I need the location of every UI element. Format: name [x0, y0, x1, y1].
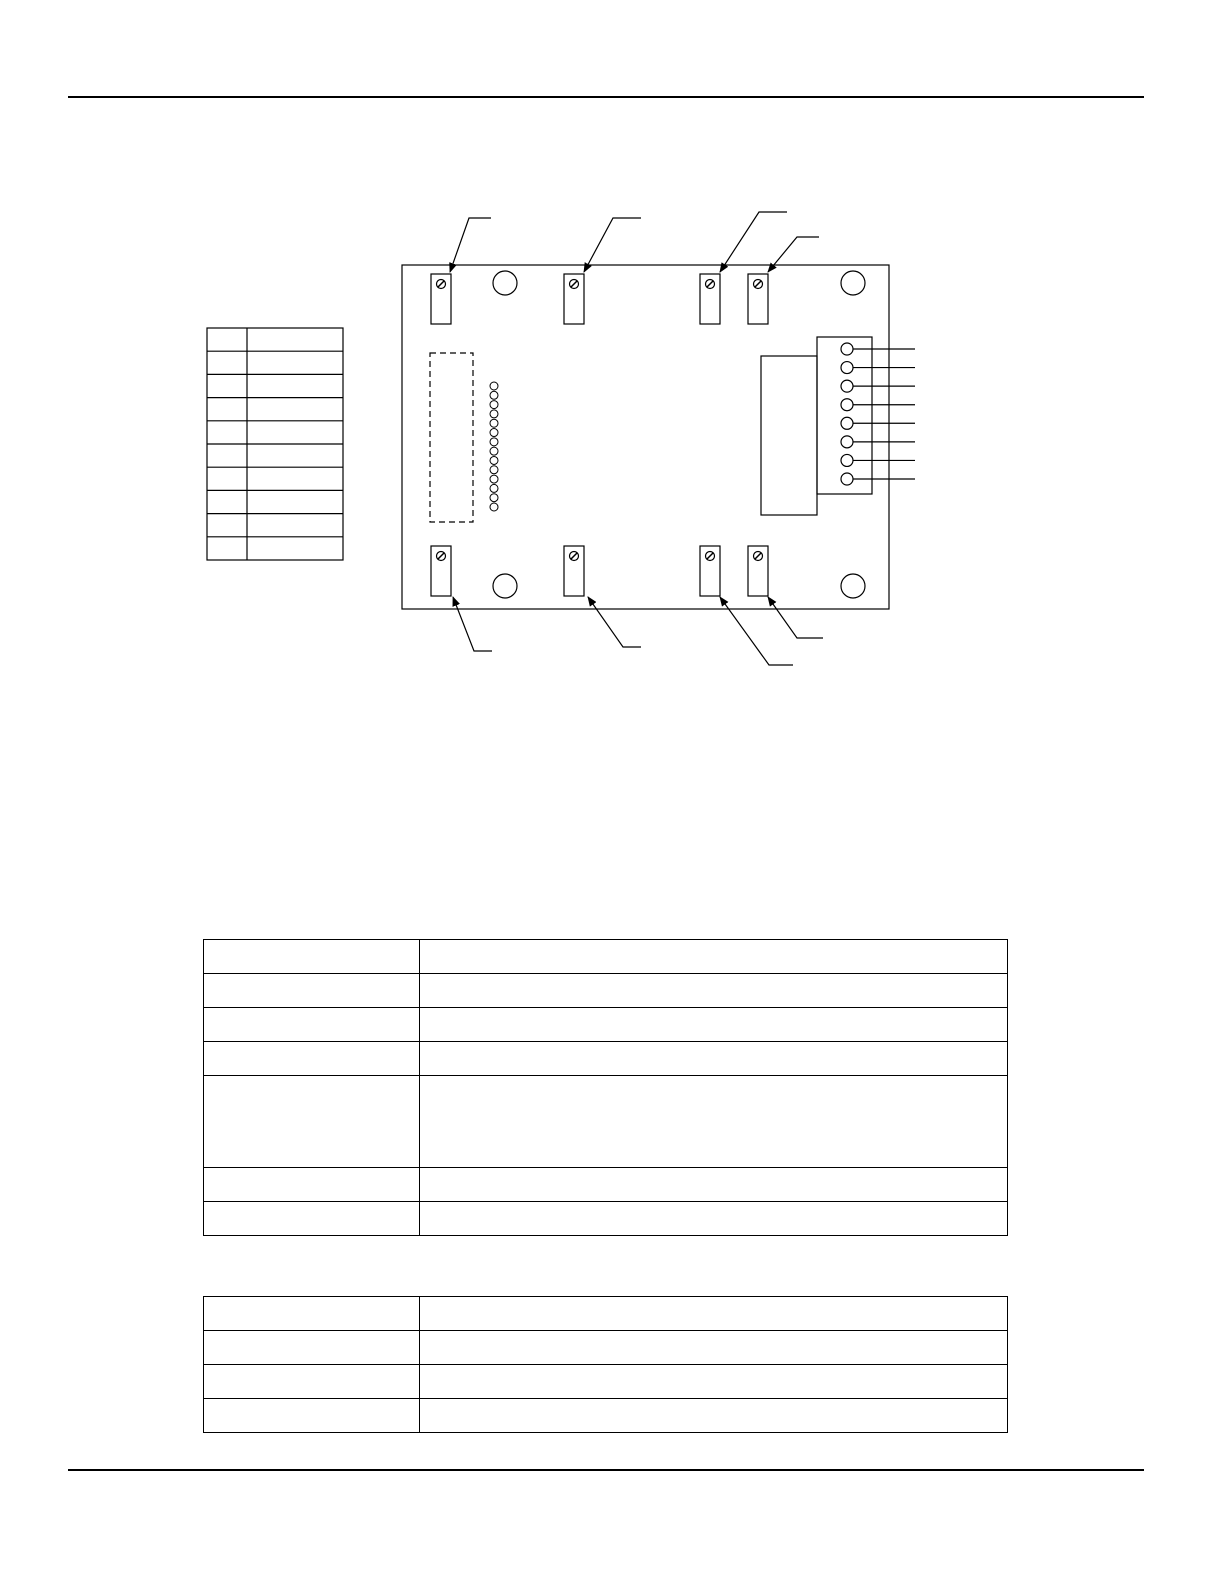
table-key-cell [204, 940, 420, 974]
table-row [204, 974, 1008, 1008]
connector-pin [841, 454, 915, 466]
table-value-cell [420, 1202, 1008, 1236]
led [490, 484, 498, 492]
table-row [204, 1042, 1008, 1076]
mounting-hole [493, 574, 517, 598]
table-key-cell [204, 1365, 420, 1399]
trim-potentiometer [564, 546, 584, 596]
callout-leader [768, 597, 823, 638]
led [490, 429, 498, 437]
led [490, 466, 498, 474]
led [490, 410, 498, 418]
trim-potentiometer [700, 274, 720, 324]
callout-leader [588, 597, 641, 647]
callout-leaders [450, 212, 823, 665]
table-key-cell [204, 1008, 420, 1042]
led [490, 401, 498, 409]
component-block [761, 356, 817, 515]
table-row [204, 1331, 1008, 1365]
led [490, 494, 498, 502]
connector-pin [841, 417, 915, 429]
trim-potentiometer [748, 546, 768, 596]
table-value-cell [420, 1297, 1008, 1331]
connector-pin [841, 380, 915, 392]
connector-pin [841, 362, 915, 374]
table-key-cell [204, 1168, 420, 1202]
table-value-cell [420, 1168, 1008, 1202]
table-value-cell [420, 1008, 1008, 1042]
table-key-cell [204, 1076, 420, 1168]
table-row [204, 1399, 1008, 1433]
table-row [204, 1008, 1008, 1042]
connector-pin [841, 436, 915, 448]
callout-leader [450, 218, 491, 272]
led [490, 503, 498, 511]
table-value-cell [420, 1042, 1008, 1076]
mounting-hole [841, 271, 865, 295]
trim-potentiometer [700, 546, 720, 596]
spec-table-1 [203, 939, 1008, 1236]
table-row [204, 1297, 1008, 1331]
footer-rule [68, 1469, 1144, 1471]
table-value-cell [420, 1331, 1008, 1365]
table-value-cell [420, 1399, 1008, 1433]
table-row [204, 1202, 1008, 1236]
table-key-cell [204, 1331, 420, 1365]
table-value-cell [420, 940, 1008, 974]
led [490, 438, 498, 446]
table-key-cell [204, 974, 420, 1008]
connector-pin [841, 473, 915, 485]
table-row [204, 940, 1008, 974]
mounting-hole [493, 271, 517, 295]
trim-potentiometer [564, 274, 584, 324]
table-key-cell [204, 1399, 420, 1433]
board-outline [402, 265, 889, 609]
top-potentiometers [431, 274, 768, 324]
led [490, 391, 498, 399]
table-value-cell [420, 1365, 1008, 1399]
connector-pin [841, 343, 915, 355]
connector-pins [841, 343, 915, 485]
circuit-board-diagram [0, 0, 1224, 700]
led [490, 456, 498, 464]
callout-leader [720, 597, 793, 665]
led [490, 419, 498, 427]
bottom-potentiometers [431, 546, 768, 596]
ic-socket-outline [430, 353, 473, 522]
table-key-cell [204, 1202, 420, 1236]
led [490, 382, 498, 390]
trim-potentiometer [431, 546, 451, 596]
mounting-hole [841, 574, 865, 598]
led [490, 475, 498, 483]
callout-leader [720, 212, 787, 272]
trim-potentiometer [748, 274, 768, 324]
table-value-cell [420, 1076, 1008, 1168]
table-value-cell [420, 974, 1008, 1008]
callout-leader [768, 237, 819, 272]
led-column [490, 382, 498, 511]
table-row [204, 1365, 1008, 1399]
callout-leader [584, 218, 641, 272]
trim-potentiometer [431, 274, 451, 324]
table-key-cell [204, 1042, 420, 1076]
mounting-holes [493, 271, 865, 598]
spec-table-2 [203, 1296, 1008, 1433]
table-key-cell [204, 1297, 420, 1331]
callout-leader [453, 597, 492, 651]
table-row [204, 1076, 1008, 1168]
connector-pin [841, 399, 915, 411]
led [490, 447, 498, 455]
connector-housing [817, 337, 872, 494]
table-row [204, 1168, 1008, 1202]
terminal-legend-table [207, 328, 343, 560]
